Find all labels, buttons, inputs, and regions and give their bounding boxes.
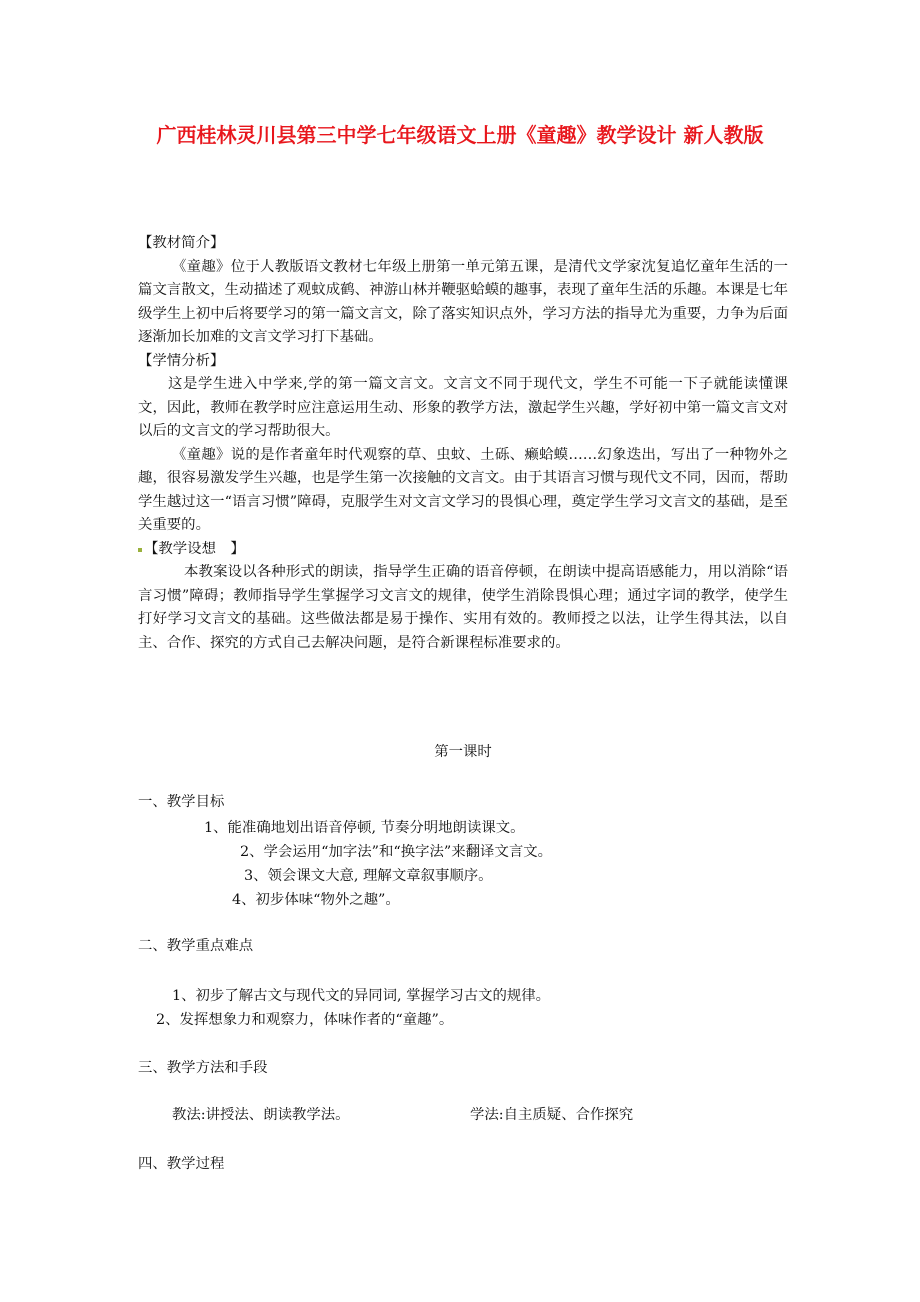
design-heading: 【教学设想 】 <box>144 540 245 557</box>
bullet-dot-icon <box>138 548 142 552</box>
keypoint-item-2: 2、发挥想象力和观察力，体味作者的“童趣”。 <box>156 1012 454 1028</box>
analysis-paragraph-1: 这是学生进入中学来,学的第一篇文言文。文言文不同于现代文，学生不可能一下子就能读懂课文，因此，教师在教学时应注意运用生动、形象的教学方法，激起学生兴趣，学好初中第一篇文言文对以后的文言文的学习帮助很大。 <box>138 376 788 439</box>
process-heading: 四、教学过程 <box>138 1156 225 1172</box>
intro-section <box>138 232 788 655</box>
keypoint-item-1: 1、初步了解古文与现代文的异同词, 掌握学习古文的规律。 <box>172 988 551 1004</box>
design-heading-row <box>138 538 788 562</box>
intro-heading: 【教材简介】 <box>138 235 225 251</box>
design-paragraph: 本教案设以各种形式的朗读，指导学生正确的语音停顿，在朗读中提高语感能力，用以消除“语言习惯”障碍；教师指导学生掌握学习文言文的规律，使学生消除畏惧心理；通过字词的教学，使学生打好学习文言文的基础。这些做法都是易于操作、实用有效的。教师授之以法，让学生得其法，以自主、合作、探究的方式自己去解决问题，是符合新课程标准要求的。 <box>138 564 788 651</box>
methods-heading: 三、教学方法和手段 <box>138 1060 268 1076</box>
goal-item-1: 1、能准确地划出语音停顿, 节奏分明地朗读课文。 <box>204 820 525 836</box>
analysis-paragraph-2: 《童趣》说的是作者童年时代观察的草、虫蚊、土砾、癞蛤蟆……幻象迭出，写出了一种物外之趣，很容易激发学生兴趣，也是学生第一次接触的文言文。由于其语言习惯与现代文不同，因而，帮助学生越过这一“语言习惯”障碍，克服学生对文言文学习的畏惧心理，奠定学生学习文言文的基础，是至关重要的。 <box>138 446 788 533</box>
goals-heading: 一、教学目标 <box>138 794 225 810</box>
keypoints-heading: 二、教学重点难点 <box>138 938 254 954</box>
analysis-heading: 【学情分析】 <box>138 352 225 369</box>
goal-item-2: 2、学会运用“加字法”和“换字法”来翻译文言文。 <box>240 844 553 860</box>
goal-item-4: 4、初步体味“物外之趣”。 <box>232 892 400 908</box>
lesson-title: 第一课时 <box>434 744 492 760</box>
intro-paragraph: 《童趣》位于人教版语文教材七年级上册第一单元第五课，是清代文学家沈复追忆童年生活的一篇文言散文，生动描述了观蚊成鹤、神游山林并鞭驱蛤蟆的趣事，表现了童年生活的乐趣。本课是七年级学生上初中后将要学习的第一篇文言文，除了落实知识点外，学习方法的指导尤为重要，力争为后面逐渐加长加难的文言文学习打下基础。 <box>138 258 788 345</box>
goal-item-3: 3、领会课文大意, 理解文章叙事顺序。 <box>244 868 493 884</box>
document-title: 广西桂林灵川县第三中学七年级语文上册《童趣》教学设计 新人教版 <box>156 123 764 147</box>
learning-method: 学法:自主质疑、合作探究 <box>470 1107 634 1123</box>
teaching-method: 教法:讲授法、朗读教学法。 <box>172 1107 350 1123</box>
